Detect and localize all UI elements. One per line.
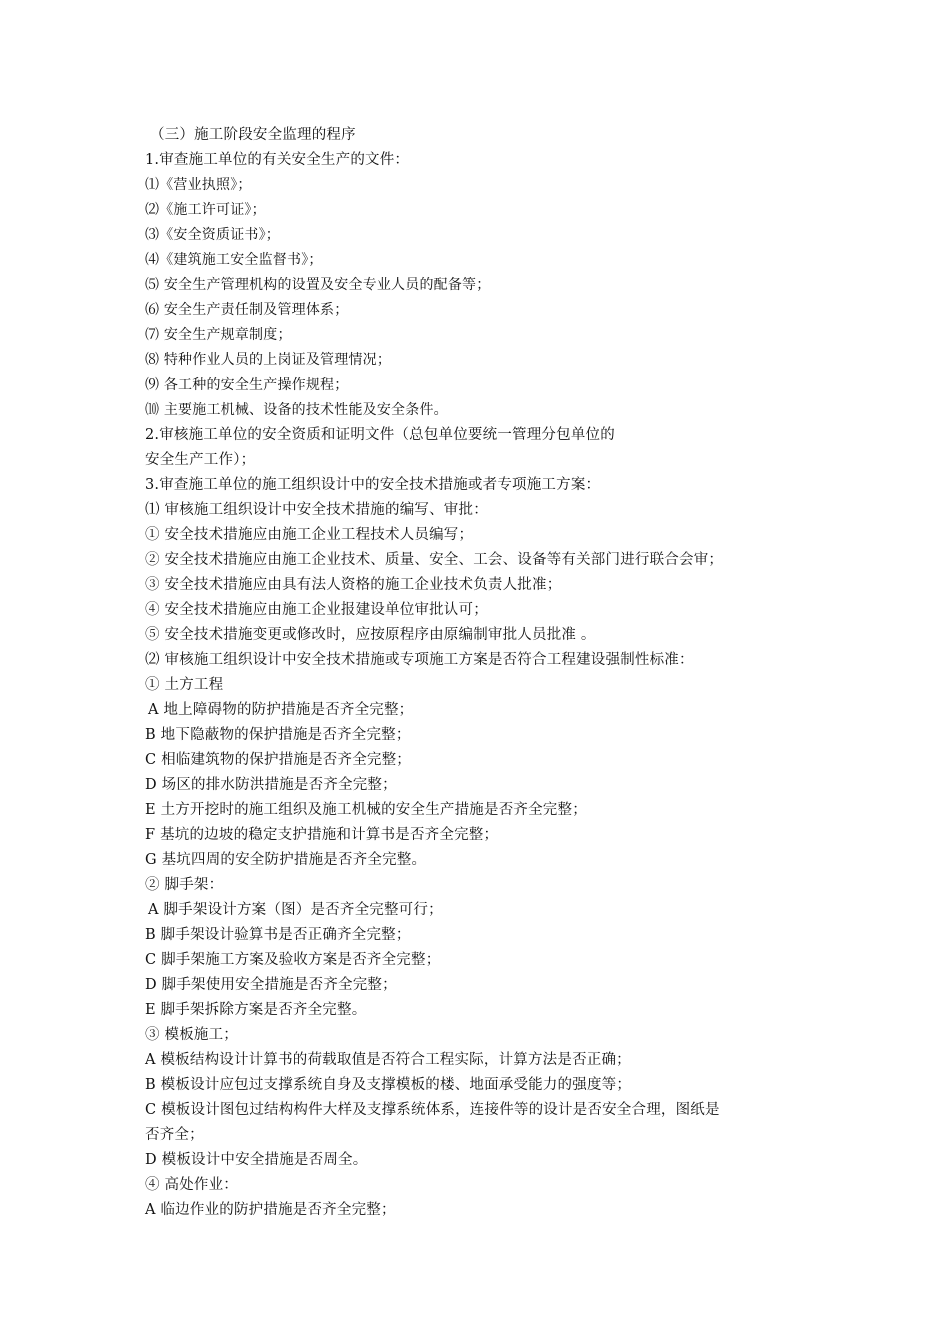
sub-item: ⑴ 审核施工组织设计中安全技术措施的编写、审批： (145, 502, 488, 518)
lettered-point: A 脚手架设计方案（图）是否齐全完整可行； (148, 902, 443, 918)
lettered-point: C 脚手架施工方案及验收方案是否齐全完整； (145, 952, 441, 968)
list-item: ⑺ 安全生产规章制度； (145, 327, 292, 343)
numbered-point: ② 安全技术措施应由施工企业技术、质量、安全、工会、设备等有关部门进行联合会审； (145, 552, 724, 568)
numbered-point: ② 脚手架： (145, 877, 224, 893)
numbered-point: ③ 安全技术措施应由具有法人资格的施工企业技术负责人批准； (145, 577, 562, 593)
list-item: ⑵《施工许可证》； (145, 202, 266, 218)
lettered-point: B 脚手架设计验算书是否正确齐全完整； (145, 927, 411, 943)
lettered-point-continuation: 否齐全； (145, 1127, 204, 1143)
numbered-point: ④ 安全技术措施应由施工企业报建设单位审批认可； (145, 602, 488, 618)
lettered-point: C 模板设计图包过结构构件大样及支撑系统体系，连接件等的设计是否安全合理，图纸是 (145, 1102, 720, 1118)
item-heading-2: 2.审核施工单位的安全资质和证明文件（总包单位要统一管理分包单位的 (145, 427, 615, 443)
lettered-point: A 模板结构设计计算书的荷载取值是否符合工程实际，计算方法是否正确； (145, 1052, 631, 1068)
item-heading-3: 3.审查施工单位的施工组织设计中的安全技术措施或者专项施工方案： (145, 477, 601, 493)
list-item: ⑷《建筑施工安全监督书》； (145, 252, 323, 268)
numbered-point: ① 安全技术措施应由施工企业工程技术人员编写； (145, 527, 474, 543)
list-item: ⑼ 各工种的安全生产操作规程； (145, 377, 349, 393)
lettered-point: F 基坑的边坡的稳定支护措施和计算书是否齐全完整； (145, 827, 499, 843)
lettered-point: E 脚手架拆除方案是否齐全完整。 (145, 1002, 367, 1018)
lettered-point: A 临边作业的防护措施是否齐全完整； (145, 1202, 396, 1218)
list-item: ⑽ 主要施工机械、设备的技术性能及安全条件。 (145, 402, 448, 418)
lettered-point: G 基坑四周的安全防护措施是否齐全完整。 (145, 852, 427, 868)
numbered-point: ④ 高处作业： (145, 1177, 239, 1193)
lettered-point: D 脚手架使用安全措施是否齐全完整； (145, 977, 397, 993)
list-item: ⑹ 安全生产责任制及管理体系； (145, 302, 349, 318)
item-heading-1: 1.审查施工单位的有关安全生产的文件： (145, 152, 410, 168)
list-item: ⑸ 安全生产管理机构的设置及安全专业人员的配备等； (145, 277, 491, 293)
numbered-point: ③ 模板施工； (145, 1027, 239, 1043)
list-item: ⑴《营业执照》； (145, 177, 252, 193)
document-body (145, 123, 815, 1223)
list-item: ⑻ 特种作业人员的上岗证及管理情况； (145, 352, 392, 368)
numbered-point: ⑤ 安全技术措施变更或修改时，应按原程序由原编制审批人员批准 。 (145, 627, 596, 643)
lettered-point: B 地下隐蔽物的保护措施是否齐全完整； (145, 727, 411, 743)
item-heading-2-continuation: 安全生产工作）； (145, 452, 256, 468)
lettered-point: D 模板设计中安全措施是否周全。 (145, 1152, 368, 1168)
lettered-point: A 地上障碍物的防护措施是否齐全完整； (148, 702, 414, 718)
lettered-point: C 相临建筑物的保护措施是否齐全完整； (145, 752, 412, 768)
lettered-point: D 场区的排水防洪措施是否齐全完整； (145, 777, 397, 793)
sub-item: ⑵ 审核施工组织设计中安全技术措施或专项施工方案是否符合工程建设强制性标准： (145, 652, 694, 668)
list-item: ⑶《安全资质证书》； (145, 227, 280, 243)
lettered-point: E 土方开挖时的施工组织及施工机械的安全生产措施是否齐全完整； (145, 802, 587, 818)
section-heading: （三）施工阶段安全监理的程序 (150, 127, 356, 143)
lettered-point: B 模板设计应包过支撑系统自身及支撑模板的楼、地面承受能力的强度等； (145, 1077, 632, 1093)
numbered-point: ① 土方工程 (145, 677, 224, 693)
